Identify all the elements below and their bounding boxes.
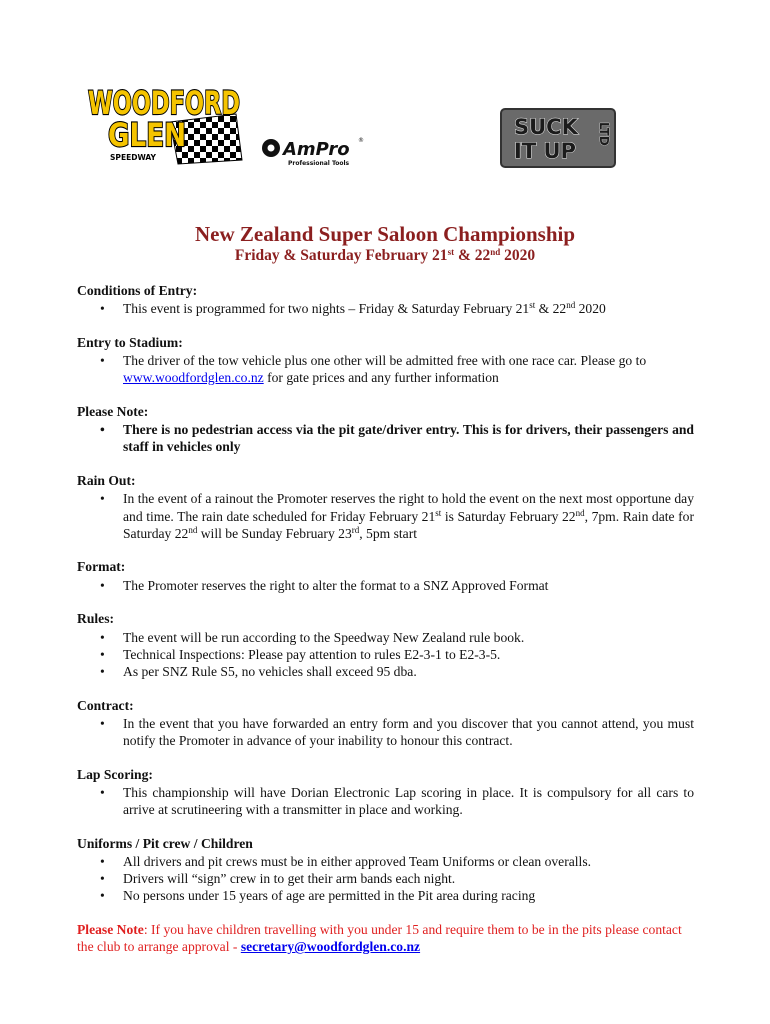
page-title: New Zealand Super Saloon Championship [194, 222, 576, 246]
lap-scoring-section [77, 766, 694, 819]
email-link[interactable]: secretary@woodfordglen.co.nz [240, 939, 421, 955]
section-heading: Uniforms / Pit crew / Children [77, 835, 253, 851]
glen-text: GLEN [108, 116, 186, 154]
section-heading: Please Note: [77, 404, 149, 420]
suck-text: SUCK [514, 115, 578, 139]
website-link[interactable]: www.woodfordglen.co.nz [123, 370, 264, 386]
speedway-text: SPEEDWAY [110, 153, 157, 162]
section-heading: Rain Out: [77, 473, 136, 489]
list-item: • In the event of a rainout the Promoter reserves the right to hold the event on the next most opportune day and time. The rain date scheduled for Friday February 21st is Saturday February 22nd, 7pm. Rain date for Saturday 22nd will be Sunday February 23rd, 5pm start [77, 490, 694, 542]
ltd-text: LTD [597, 122, 611, 146]
section-heading: Entry to Stadium: [77, 334, 183, 350]
please-note-section [77, 403, 694, 456]
list-item: • As per SNZ Rule S5, no vehicles shall exceed 95 dba. [77, 663, 694, 680]
ampro-logo [262, 134, 372, 168]
list-item: • No persons under 15 years of age are permitted in the Pit area during racing [77, 887, 694, 904]
woodford-text: WOODFORD [88, 84, 240, 122]
ampro-name: AmPro [283, 139, 350, 160]
rules-section [77, 610, 694, 680]
rain-out-section [77, 472, 694, 542]
suck-it-up-logo [500, 108, 616, 168]
note-text: : If you have children travelling with you under 15 and require them to be in the pits please contact the club to arrange approval - [77, 922, 682, 955]
woodford-glen-logo [86, 80, 244, 164]
page-subtitle: Friday & Saturday February 21st & 22nd 2020 [234, 247, 536, 264]
stadium-section [77, 334, 694, 387]
list-item: • This event is programmed for two nights – Friday & Saturday February 21st & 22nd 2020 [77, 300, 694, 317]
note-label: Please Note [77, 922, 144, 938]
document-body [77, 282, 694, 956]
children-note [77, 921, 694, 955]
ampro-tagline: Professional Tools [288, 160, 350, 167]
logo-row [0, 72, 770, 182]
list-item: • All drivers and pit crews must be in either approved Team Uniforms or clean overalls. [77, 853, 694, 870]
conditions-section [77, 282, 694, 317]
list-item: • The driver of the tow vehicle plus one other will be admitted free with one race car. Please go to www.woodfordglen.co.nz for gate prices and any further information [77, 352, 694, 386]
section-heading: Format: [77, 559, 126, 575]
list-item: • In the event that you have forwarded an entry form and you discover that you cannot attend, you must notify the Promoter in advance of your inability to honour this contract. [77, 715, 694, 749]
section-heading: Rules: [77, 611, 115, 627]
section-heading: Contract: [77, 697, 134, 713]
section-heading: Lap Scoring: [77, 766, 153, 782]
list-item: • Technical Inspections: Please pay attention to rules E2-3-1 to E2-3-5. [77, 646, 694, 663]
list-item: • The event will be run according to the Speedway New Zealand rule book. [77, 629, 694, 646]
it-up-text: IT UP [514, 139, 576, 163]
contract-section [77, 697, 694, 750]
list-item: • There is no pedestrian access via the pit gate/driver entry. This is for drivers, their passengers and staff in vehicles only [77, 421, 694, 455]
svg-text:®: ® [358, 137, 364, 144]
list-item: • Drivers will “sign” crew in to get their arm bands each night. [77, 870, 694, 887]
list-item: • The Promoter reserves the right to alter the format to a SNZ Approved Format [77, 577, 694, 594]
format-section [77, 558, 694, 593]
uniforms-section [77, 835, 694, 905]
list-item: • This championship will have Dorian Electronic Lap scoring in place. It is compulsory for all cars to arrive at scrutineering with a transmitter in place and working. [77, 784, 694, 818]
section-heading: Conditions of Entry: [77, 283, 198, 298]
